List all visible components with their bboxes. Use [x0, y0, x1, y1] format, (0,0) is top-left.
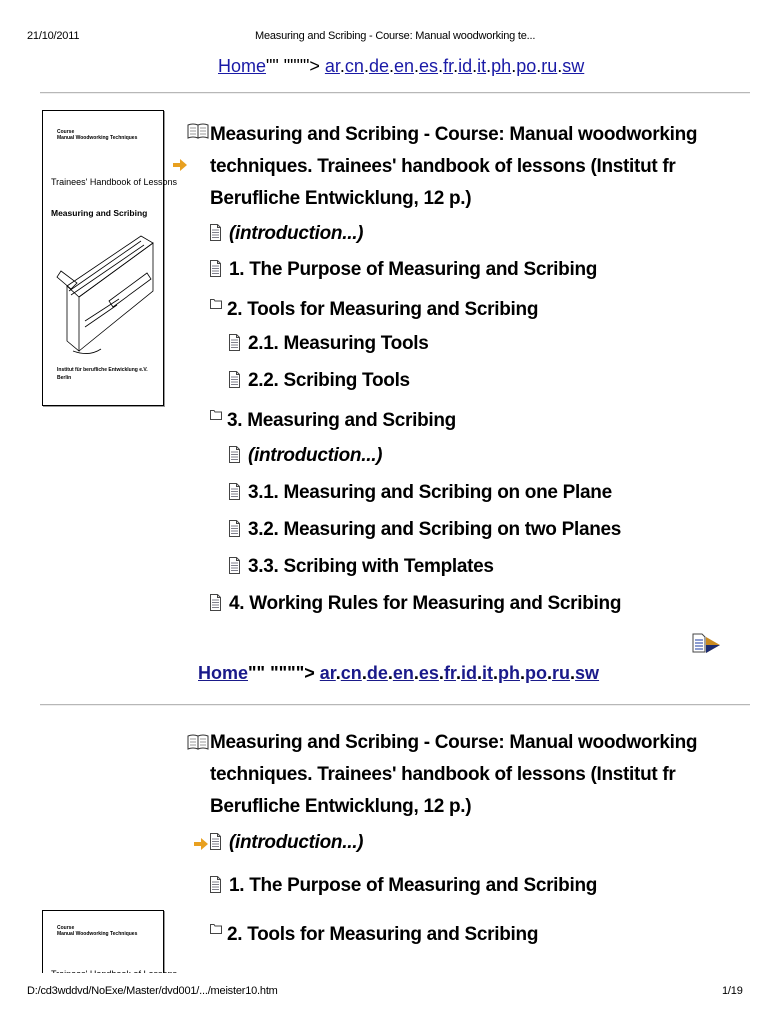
lang-link-fr[interactable]: fr	[443, 663, 456, 683]
lang-link-ru[interactable]: ru	[552, 663, 571, 683]
lang-link-cn[interactable]: cn	[344, 56, 364, 76]
lang-link-fr[interactable]: fr	[443, 56, 454, 76]
current-arrow-icon	[194, 838, 208, 850]
home-link[interactable]: Home	[218, 56, 267, 76]
lang-link-en[interactable]: en	[392, 663, 414, 683]
lang-link-it[interactable]: it	[481, 663, 493, 683]
toc-item-label: 3.2. Measuring and Scribing on two Planes	[248, 519, 622, 540]
toc-item-label: (introduction...)	[229, 832, 364, 853]
document-icon	[210, 224, 221, 246]
folder-icon	[210, 407, 222, 425]
folder-icon	[210, 921, 222, 939]
folder-icon	[210, 296, 222, 314]
home-link[interactable]: Home	[198, 663, 249, 683]
lang-link-ph[interactable]: ph	[498, 663, 520, 683]
toc-item-label: 2. Tools for Measuring and Scribing	[227, 299, 539, 320]
print-date: 21/10/2011	[27, 30, 80, 42]
language-nav-top: Home"" """"> ar.cn.de.en.es.fr.id.it.ph.po.ru.sw	[218, 56, 585, 76]
book-icon	[187, 122, 209, 140]
document-icon	[210, 833, 221, 855]
document-icon	[210, 260, 221, 282]
lang-link-id[interactable]: id	[460, 663, 477, 683]
toc-item-label: 3. Measuring and Scribing	[227, 410, 456, 431]
lang-link-ru[interactable]: ru	[541, 56, 558, 76]
toc-item-label: 1. The Purpose of Measuring and Scribing	[229, 875, 598, 896]
page-bottom	[0, 973, 770, 1024]
toc-item-label: 4. Working Rules for Measuring and Scribing	[229, 593, 622, 614]
lang-link-de[interactable]: de	[366, 663, 388, 683]
toc-item[interactable]	[210, 259, 597, 282]
book-cover[interactable]: Course Manual Woodworking Techniques	[42, 910, 164, 991]
book-cover[interactable]: Course Manual Woodworking Techniques Trainees' Handbook of Lessons Measuring and Scribing Institut für berufliche Entwicklung e.V. Berlin	[42, 110, 164, 406]
document-icon	[229, 446, 240, 468]
toc-item[interactable]	[210, 593, 621, 616]
lang-link-po[interactable]: po	[525, 663, 548, 683]
lang-link-sw[interactable]: sw	[562, 56, 585, 76]
lang-link-cn[interactable]: cn	[340, 663, 362, 683]
print-page-number: 1/19	[722, 985, 743, 997]
toc-item[interactable]	[229, 370, 410, 393]
toc-item-label: (introduction...)	[229, 223, 364, 244]
cover-illustration	[49, 231, 159, 361]
toc-item[interactable]	[210, 296, 538, 321]
nav-separator: "" """">	[266, 56, 320, 76]
lang-link-sw[interactable]: sw	[575, 663, 600, 683]
document-icon	[229, 520, 240, 542]
toc-item-label: 3.3. Scribing with Templates	[248, 556, 494, 577]
lang-link-ar[interactable]: ar	[319, 663, 336, 683]
toc-title[interactable]: Measuring and Scribing - Course: Manual woodworking techniques. Trainees' handbook of lessons (Institut fr Berufliche Entwicklung, 12 p.)	[210, 124, 698, 209]
toc-item[interactable]	[210, 407, 456, 432]
toc-title[interactable]: Measuring and Scribing - Course: Manual woodworking techniques. Trainees' handbook of lessons (Institut fr Berufliche Entwicklung, 12 p.)	[210, 732, 698, 817]
next-page-icon[interactable]	[692, 633, 722, 653]
divider	[40, 92, 750, 94]
document-icon	[229, 483, 240, 505]
toc-item-label: 2.2. Scribing Tools	[248, 370, 410, 391]
toc-item[interactable]	[229, 556, 494, 579]
toc-item[interactable]	[229, 482, 612, 505]
toc-item[interactable]	[210, 921, 538, 946]
language-nav-bottom: Home"" """"> ar.cn.de.en.es.fr.id.it.ph.po.ru.sw	[198, 663, 600, 683]
lang-link-po[interactable]: po	[516, 56, 537, 76]
document-icon	[229, 557, 240, 579]
document-icon	[210, 876, 221, 898]
toc-item[interactable]	[229, 519, 621, 542]
lang-link-de[interactable]: de	[368, 56, 389, 76]
lang-link-id[interactable]: id	[458, 56, 473, 76]
toc-item-label: 2. Tools for Measuring and Scribing	[227, 924, 539, 945]
current-arrow-icon	[173, 159, 187, 171]
toc-item[interactable]	[210, 223, 363, 246]
lang-link-ar[interactable]: ar	[324, 56, 340, 76]
lang-link-es[interactable]: es	[419, 56, 439, 76]
divider	[40, 704, 750, 706]
toc-item[interactable]	[210, 875, 597, 898]
toc-item-label: (introduction...)	[248, 445, 383, 466]
toc-item[interactable]	[229, 445, 382, 468]
lang-link-ph[interactable]: ph	[491, 56, 512, 76]
toc-item[interactable]	[229, 333, 429, 356]
nav-separator: "" """">	[248, 663, 315, 683]
book-icon	[187, 733, 209, 751]
document-icon	[229, 334, 240, 356]
lang-link-es[interactable]: es	[418, 663, 439, 683]
document-icon	[210, 594, 221, 616]
lang-link-en[interactable]: en	[394, 56, 415, 76]
print-path: D:/cd3wddvd/NoExe/Master/dvd001/.../meister10.htm	[27, 985, 278, 997]
toc-item-label: 1. The Purpose of Measuring and Scribing	[229, 259, 598, 280]
toc-item[interactable]	[210, 832, 363, 855]
lang-link-it[interactable]: it	[477, 56, 487, 76]
print-title: Measuring and Scribing - Course: Manual woodworking te...	[255, 30, 536, 42]
toc-item-label: 3.1. Measuring and Scribing on one Plane	[248, 482, 612, 503]
document-icon	[229, 371, 240, 393]
toc-item-label: 2.1. Measuring Tools	[248, 333, 429, 354]
